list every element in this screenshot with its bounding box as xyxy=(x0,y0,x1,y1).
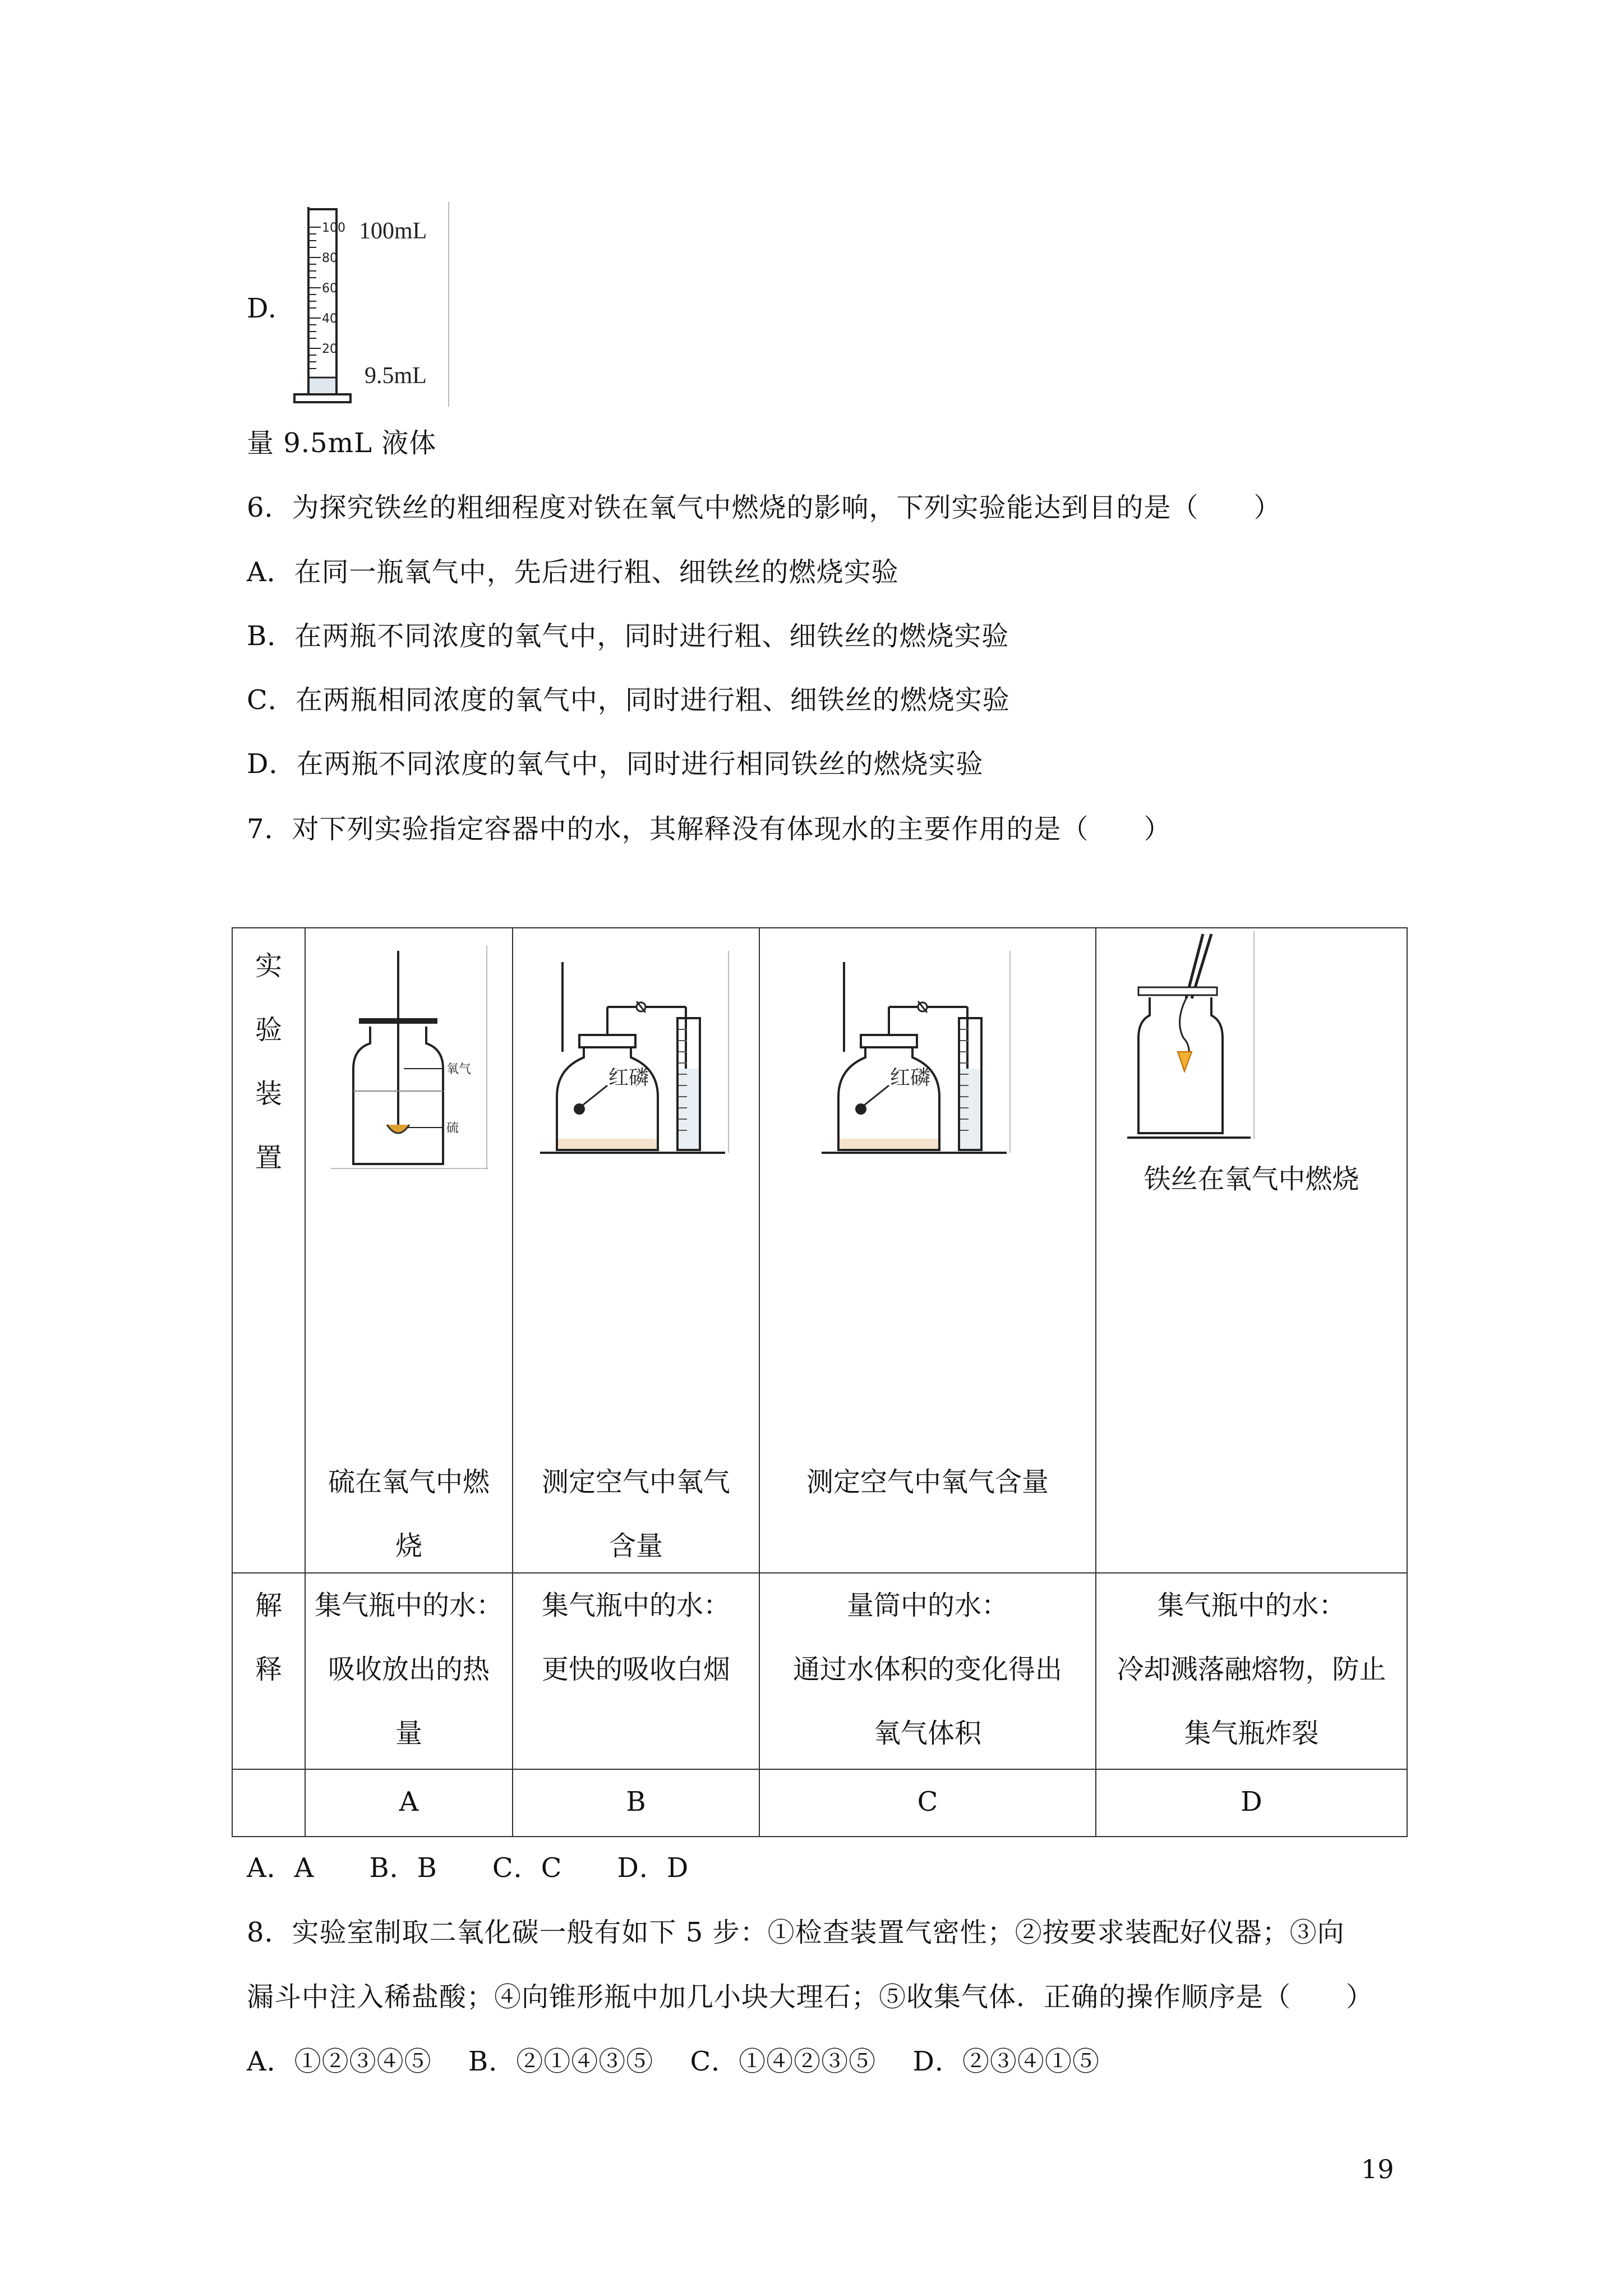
explain-line: 集气瓶中的水： xyxy=(541,1590,730,1621)
oxygen-label: 氧气 xyxy=(446,1062,472,1076)
explanation-cell-c xyxy=(759,1573,1096,1769)
explanation-cell-b xyxy=(513,1573,759,1769)
red-phosphorus-label: 红磷 xyxy=(890,1066,931,1089)
caption-line: 硫在氧气中燃 xyxy=(328,1466,490,1498)
row-label-char: 验 xyxy=(255,1014,282,1046)
experiment-table xyxy=(232,927,1408,1837)
column-letter-c: C xyxy=(759,1769,1096,1837)
explain-line: 通过水体积的变化得出 xyxy=(792,1654,1062,1685)
row-label-char: 释 xyxy=(255,1654,282,1685)
page-number: 19 xyxy=(1361,2154,1394,2184)
explanation-cell-d xyxy=(1096,1573,1407,1769)
explain-line: 集气瓶炸裂 xyxy=(1184,1718,1319,1749)
q6-option-a: A．在同一瓶氧气中，先后进行粗、细铁丝的燃烧实验 xyxy=(247,556,899,588)
sulfur-combustion-image xyxy=(331,945,488,1170)
q6-stem: 6．为探究铁丝的粗细程度对铁在氧气中燃烧的影响，下列实验能达到目的是（ ） xyxy=(247,492,1281,523)
explain-line: 集气瓶中的水： xyxy=(1157,1590,1346,1621)
row-label-char: 实 xyxy=(255,950,282,982)
q7-answer-options: A．A B．B C．C D．D xyxy=(247,1852,689,1884)
explanation-cell-a xyxy=(305,1573,513,1769)
q6-option-b: B．在两瓶不同浓度的氧气中，同时进行粗、细铁丝的燃烧实验 xyxy=(247,620,1009,652)
row-label-char: 置 xyxy=(255,1142,282,1174)
explain-line: 冷却溅落融熔物，防止 xyxy=(1117,1654,1386,1685)
row-label-apparatus xyxy=(232,928,305,1573)
row-label-char: 装 xyxy=(255,1078,282,1110)
q8-options: A．①②③④⑤ B．②①④③⑤ C．①④②③⑤ D．②③④①⑤ xyxy=(247,2046,1100,2077)
apparatus-cell-a xyxy=(305,928,513,1573)
explain-line: 量 xyxy=(395,1718,422,1749)
tick-label: 60 xyxy=(322,282,338,296)
option-d-label: D. xyxy=(247,293,278,324)
column-letter-d: D xyxy=(1096,1769,1407,1837)
graduated-cylinder-image xyxy=(286,199,454,412)
caption-line: 烧 xyxy=(395,1530,422,1562)
column-letter-a: A xyxy=(305,1769,513,1837)
q8-stem-line1: 8．实验室制取二氧化碳一般有如下 5 步：①检查装置气密性；②按要求装配好仪器；③向 xyxy=(247,1917,1345,1948)
caption-line: 测定空气中氧气含量 xyxy=(806,1466,1049,1498)
tick-label: 20 xyxy=(322,342,338,356)
row-label-explanation xyxy=(232,1573,305,1769)
caption-line: 测定空气中氧气 xyxy=(541,1466,730,1498)
q7-stem: 7．对下列实验指定容器中的水，其解释没有体现水的主要作用的是（ ） xyxy=(247,813,1172,845)
tick-label: 40 xyxy=(322,312,338,326)
iron-wire-combustion-image xyxy=(1122,931,1256,1144)
apparatus-cell-b xyxy=(513,928,759,1573)
tick-label: 100 xyxy=(322,221,345,235)
q8-stem-line2: 漏斗中注入稀盐酸；④向锥形瓶中加几小块大理石；⑤收集气体．正确的操作顺序是（ ） xyxy=(247,1981,1374,2013)
column-letter-b: B xyxy=(513,1769,759,1837)
explain-line: 吸收放出的热 xyxy=(328,1654,490,1685)
red-phosphorus-apparatus-image-c xyxy=(822,951,1012,1164)
explain-line: 氧气体积 xyxy=(873,1718,981,1749)
apparatus-cell-c xyxy=(759,928,1096,1573)
caption-line: 铁丝在氧气中燃烧 xyxy=(1144,1163,1359,1195)
red-phosphorus-apparatus-image-b xyxy=(540,951,731,1164)
option-d-text: 量 9.5mL 液体 xyxy=(247,427,437,459)
cylinder-reading-label: 9.5mL xyxy=(365,363,427,389)
explain-line: 集气瓶中的水： xyxy=(314,1590,503,1621)
apparatus-cell-d xyxy=(1096,928,1407,1573)
caption-line: 含量 xyxy=(608,1530,663,1562)
q6-option-d: D．在两瓶不同浓度的氧气中，同时进行相同铁丝的燃烧实验 xyxy=(247,748,984,780)
sulfur-label: 硫 xyxy=(446,1121,459,1135)
q6-option-c: C．在两瓶相同浓度的氧气中，同时进行粗、细铁丝的燃烧实验 xyxy=(247,684,1010,716)
explain-line: 更快的吸收白烟 xyxy=(541,1654,730,1685)
tick-label: 80 xyxy=(322,251,338,265)
red-phosphorus-label: 红磷 xyxy=(608,1066,649,1089)
empty-cell xyxy=(232,1769,305,1837)
row-label-char: 解 xyxy=(255,1590,282,1621)
explain-line: 量筒中的水： xyxy=(846,1590,1008,1621)
cylinder-capacity-label: 100mL xyxy=(359,218,427,244)
